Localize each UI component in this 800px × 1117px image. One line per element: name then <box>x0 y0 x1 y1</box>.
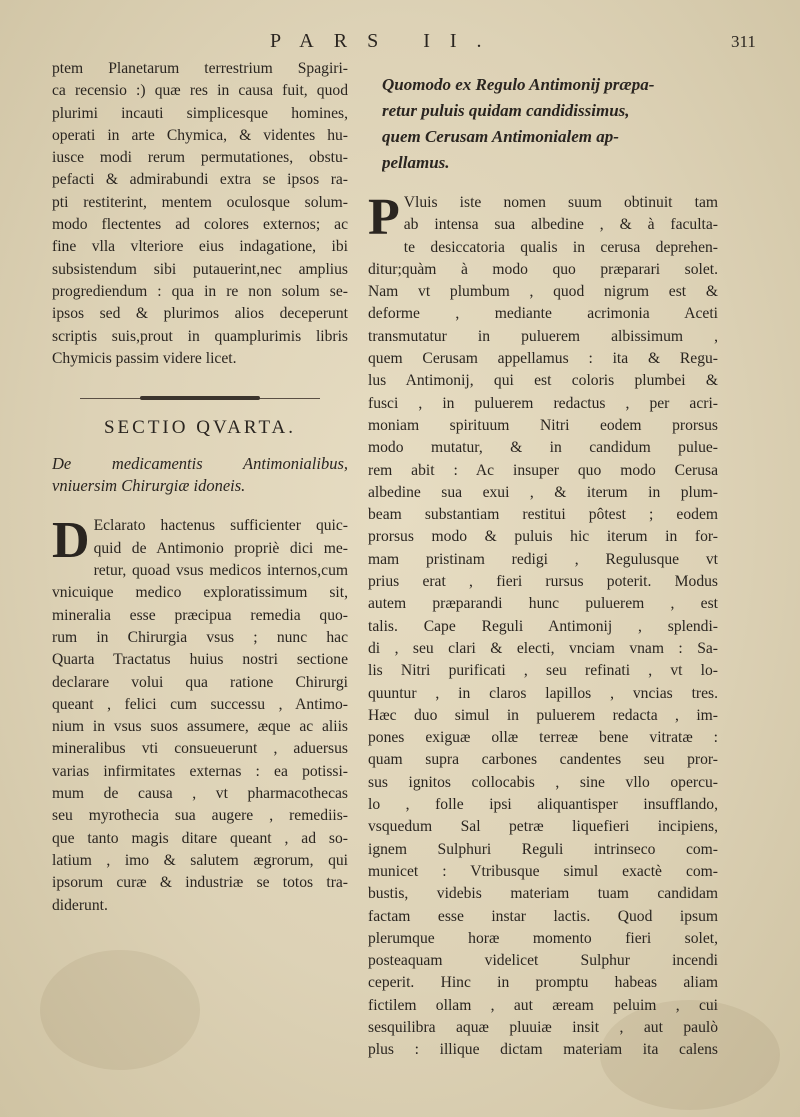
text-line: beam substantiam restitui pôtest ; eodem <box>368 506 718 524</box>
right-body-paragraph <box>368 189 718 1062</box>
page-number: 311 <box>731 32 756 51</box>
text-line: quid de Antimonio propriè dici me- <box>93 539 348 557</box>
text-line: mineralia esse præcipua remedia quo- <box>52 606 348 624</box>
text-line: quam supra carbones candentes seu pror- <box>368 751 718 769</box>
text-line: quuntur , in claros lapillos , vncias tres. <box>368 684 718 702</box>
text-line: modo flectentes ad colores externos; ac <box>52 216 348 234</box>
text-line: mum de causa , vt pharmacothecas <box>52 785 348 803</box>
paper-stain <box>40 950 200 1070</box>
text-line: sesquilibra aquæ pluuiæ insit , aut paulò <box>368 1018 718 1036</box>
text-line: ab intensa sua albedine , & à faculta- <box>403 216 718 234</box>
left-body-paragraph <box>52 512 348 916</box>
left-top-paragraph <box>52 58 348 370</box>
text-line: fine vlla vlteriore eius indagatione, ibi <box>52 238 348 256</box>
text-line: ca recensio :) quæ res in causa fuit, quod <box>52 82 348 100</box>
text-line: sus ignitos collocabis , sine vllo opercu- <box>368 773 718 791</box>
text-line: talis. Cape Reguli Antimonij , splendi- <box>368 617 718 635</box>
text-line: De medicamentis Antimonialibus, <box>52 454 348 474</box>
text-line: ignem Sulphuri Reguli intrinseco com- <box>368 840 718 858</box>
text-line: Eclarato hactenus sufficienter quic- <box>93 517 348 535</box>
text-line: lus Antimonij, qui est coloris plumbei & <box>368 372 718 390</box>
text-line: pefacti & admirabundi extra se ipsos ra- <box>52 171 348 189</box>
text-line: te desiccatoria qualis in cerusa deprehen- <box>403 238 718 256</box>
text-line: Hæc duo simul in puluerem redacta , im- <box>368 706 718 724</box>
text-line: vnicuique medico exploratissimum sit, <box>52 584 348 602</box>
text-line: scriptis suis,prout in quamplurimis libris <box>52 327 348 345</box>
text-line: ceperit. Hinc in promptu habeas aliam <box>368 974 718 992</box>
left-column <box>52 58 348 917</box>
text-line: bustis, videbis materiam tuam candidam <box>368 885 718 903</box>
text-line: fusci , in puluerem redactus , per acri- <box>368 394 718 412</box>
chapter-title <box>368 72 718 176</box>
section-divider <box>80 398 320 399</box>
text-line: rem abit : Ac insuper quo modo Cerusa <box>368 461 718 479</box>
text-line: vsquedum Sal petræ liquefieri incipiens, <box>368 818 718 836</box>
text-line: prorsus modo & puluis hic iterum in for- <box>368 528 718 546</box>
right-column <box>368 60 718 1062</box>
text-line: plerumque horæ momento fieri solet, <box>368 929 718 947</box>
text-line: retur puluis quidam candidissimus, <box>382 101 630 120</box>
text-line: factam esse instar lactis. Quod ipsum <box>368 907 718 925</box>
text-line: mineralibus vti consueuerunt , aduersus <box>52 740 348 758</box>
text-line: plurimi incauti simplicesque homines, <box>52 104 348 122</box>
text-line: pti restiterint, mentem oculosque solum- <box>52 193 348 211</box>
text-line: lis Nitri purificati , seu refinati , vt lo- <box>368 662 718 680</box>
text-line: queant , felici cum successu , Antimo- <box>52 695 348 713</box>
text-line: nium in vsus suos assumere, æque ac aliis <box>52 718 348 736</box>
text-line: latium , imo & salutem ægrorum, qui <box>52 851 348 869</box>
dropcap-letter: D <box>52 512 90 570</box>
text-line: progrediendum : qua in re non solum se- <box>52 282 348 300</box>
text-line: Quarta Tractatus huius nostri sectione <box>52 651 348 669</box>
text-line: posteaquam videlicet Sulphur incendi <box>368 952 718 970</box>
page-header <box>0 28 800 58</box>
text-line: prius erat , fieri rursus poterit. Modus <box>368 573 718 591</box>
dropcap-letter: P <box>368 189 400 246</box>
text-line: albedine sua exui , & iterum in plum- <box>368 483 718 501</box>
text-line: seu myrothecia sua augere , remediis- <box>52 807 348 825</box>
text-line: autem præparandi hunc puluerem , est <box>368 595 718 613</box>
text-line: iusce modi rerum permutationes, obstu- <box>52 149 348 167</box>
text-line: que tanto magis ditare queant , ad so- <box>52 829 348 847</box>
text-line: moniam spirituum Nitri eodem prorsus <box>368 416 718 434</box>
text-line: vniuersim Chirurgiæ idoneis. <box>52 476 246 496</box>
text-line: modo mutatur, & in candidum pulue- <box>368 439 718 457</box>
text-line: diderunt. <box>52 896 108 914</box>
text-line: municet : Vtribusque simul exactè com- <box>368 862 718 880</box>
text-line: quem Cerusam Antimonialem ap- <box>382 127 619 146</box>
text-line: Quomodo ex Regulo Antimonij præpa- <box>382 75 655 94</box>
section-subtitle <box>52 453 348 497</box>
text-line: varias infirmitates externas : ea potissi- <box>52 762 348 780</box>
text-line: ipsos sed & plurimos alios deceperunt <box>52 305 348 323</box>
text-line: fictilem ollam , aut æream peluim , cui <box>368 996 718 1014</box>
text-line: di , seu clari & electi, vnciam vnam : Sa- <box>368 639 718 657</box>
text-line: plus : illique dictam materiam ita calens <box>368 1041 718 1059</box>
text-line: Vluis iste nomen suum obtinuit tam <box>403 194 718 211</box>
text-line: operati in arte Chymica, & videntes hu- <box>52 126 348 144</box>
text-line: mam pristinam redigi , Regulusque vt <box>368 550 718 568</box>
running-head: PARS II. <box>270 30 502 52</box>
text-line: rum in Chirurgia vsus ; nunc hac <box>52 628 348 646</box>
text-line: Chymicis passim videre licet. <box>52 349 237 367</box>
text-line: subsistendum sibi putauerint,nec amplius <box>52 260 348 278</box>
text-line: lo , folle ipsi aliquantisper insufflando, <box>368 796 718 814</box>
text-line: deforme , mediante acrimonia Aceti <box>368 305 718 323</box>
text-line: declarare volui qua ratione Chirurgi <box>52 673 348 691</box>
text-line: ipsorum curæ & industriæ se totos tra- <box>52 874 348 892</box>
section-heading: SECTIO QVARTA. <box>103 417 297 439</box>
text-line: Nam vt plumbum , quod nigrum est & <box>368 283 718 301</box>
text-line: pellamus. <box>382 153 450 172</box>
text-line: ditur;quàm à modo quo præparari solet. <box>368 260 718 278</box>
text-line: pones exiguæ ollæ terreæ bene vitratæ : <box>368 729 718 747</box>
text-line: ptem Planetarum terrestrium Spagiri- <box>52 60 348 77</box>
text-line: transmutatur in puluerem albissimum , <box>368 327 718 345</box>
text-line: retur, quoad vsus medicos internos,cum <box>93 562 348 580</box>
text-line: quem Cerusam appellamus : ita & Regu- <box>368 350 718 368</box>
